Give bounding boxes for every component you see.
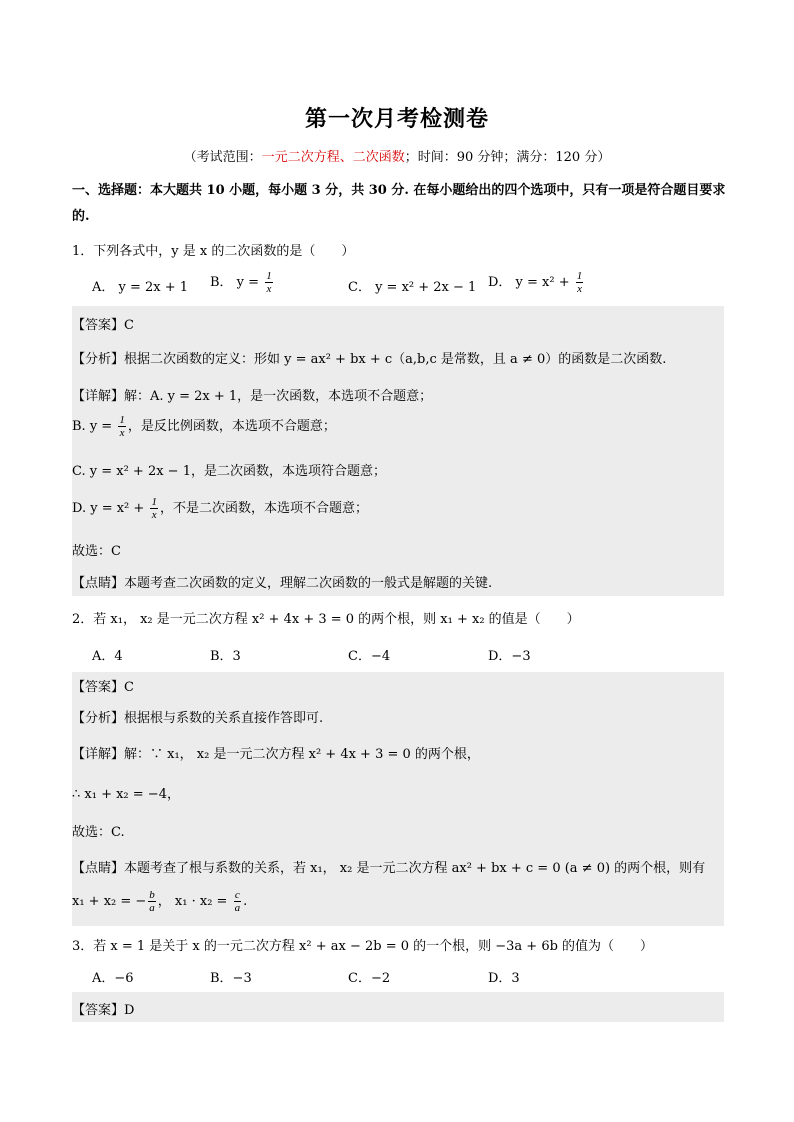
q2-option-a: A．4 [92,649,123,664]
q1-option-b-text: B． y = [210,275,264,290]
q1-detail-c: C. y = x² + 2x − 1，是二次函数，本选项符合题意； [72,464,386,479]
q1-detail-d [72,496,368,521]
q1-option-b-fraction [265,270,273,295]
question-3-stem: 3．若 x = 1 是关于 x 的一元二次方程 x² + ax − 2b = 0 的一个根，则 −3a + 6b 的值为（ ） [72,939,654,954]
q1-detail-a: 【详解】解：A. y = 2x + 1，是一次函数，本选项不合题意； [72,389,433,404]
fraction-numerator: 1 [576,270,583,282]
q1-option-c: C． y = x² + 2x − 1 [348,280,477,295]
q1-option-d-fraction [576,270,584,295]
q2-formula [72,889,247,914]
q1-detail-d-post: ，不是二次函数，本选项不合题意； [159,501,368,516]
q2-analysis: 【分析】根据根与系数的关系直接作答即可. [72,711,324,726]
q2-frac-b-over-a [148,889,156,914]
q1-analysis: 【分析】根据二次函数的定义：形如 y = ax² + bx + c（a,b,c 是常数，且 a ≠ 0）的函数是二次函数. [72,352,667,367]
q1-detail-b-fraction [118,414,126,439]
q3-option-b: B．−3 [210,971,252,986]
q1-detail-b [72,414,336,439]
fraction-denominator: x [119,427,125,439]
q3-option-a: A．−6 [92,971,134,986]
q1-detail-d-pre: D. y = x² + [72,501,149,516]
scope-range: 一元二次方程、二次函数 [261,150,405,165]
q1-point: 【点睛】本题考查二次函数的定义，理解二次函数的一般式是解题的关键. [72,576,493,591]
fraction-numerator: 1 [151,496,157,508]
q1-detail-b-post: ，是反比例函数，本选项不合题意； [127,419,336,434]
q3-solution-box [72,992,724,1022]
q2-option-c: C．−4 [348,649,391,664]
fraction-denominator: x [151,509,157,521]
q3-option-c: C．−2 [348,971,391,986]
q2-choose: 故选：C. [72,825,125,840]
q3-option-d: D．3 [488,971,520,986]
q2-option-d: D．−3 [488,649,531,664]
fraction-denominator: x [266,283,272,295]
fraction-numerator: b [149,889,155,901]
q2-frac-c-over-a [234,889,242,914]
page-title: 第一次月考检测卷 [304,106,489,132]
section-heading: 一、选择题：本大题共 10 小题，每小题 3 分，共 30 分. 在每小题给出的四个选项中，只有一项是符合题目要求的. [72,183,726,224]
fraction-denominator: x [577,283,582,295]
q2-point: 【点睛】本题考查了根与系数的关系，若 x₁， x₂ 是一元二次方程 ax² + bx + c = 0 (a ≠ 0) 的两个根，则有 [72,861,706,876]
scope-prefix: （考试范围： [183,150,262,165]
fraction-denominator: a [149,902,155,914]
q1-option-d-text: D． y = x² + [488,275,574,290]
q2-therefore: ∴ x₁ + x₂ = −4， [72,787,180,802]
q2-detail: 【详解】解：∵ x₁， x₂ 是一元二次方程 x² + 4x + 3 = 0 的两个根， [72,747,480,762]
q1-option-b [210,270,275,295]
fraction-numerator: c [234,889,240,901]
q1-answer: 【答案】C [72,318,134,333]
q2-answer: 【答案】C [72,680,134,695]
q1-option-d [488,270,585,295]
q2-option-b: B．3 [210,649,241,664]
question-1-stem: 1．下列各式中，y 是 x 的二次函数的是（ ） [72,244,355,259]
question-2-stem: 2．若 x₁， x₂ 是一元二次方程 x² + 4x + 3 = 0 的两个根，则 x₁ + x₂ 的值是（ ） [72,612,580,627]
fraction-denominator: a [234,902,241,914]
fraction-numerator: 1 [266,270,272,282]
q1-detail-d-fraction [150,496,158,521]
q1-choose: 故选：C [72,544,121,559]
q2-formula-product: ， x₁ · x₂ = [157,894,232,909]
exam-scope [0,146,794,165]
q1-option-a: A． y = 2x + 1 [92,280,189,295]
q3-answer: 【答案】D [72,1003,135,1018]
scope-suffix: ；时间：90 分钟；满分：120 分） [404,150,611,165]
q2-formula-sum: x₁ + x₂ = − [72,894,147,909]
q1-detail-b-pre: B. y = [72,419,117,434]
q2-formula-end: . [243,894,248,909]
fraction-numerator: 1 [119,414,125,426]
